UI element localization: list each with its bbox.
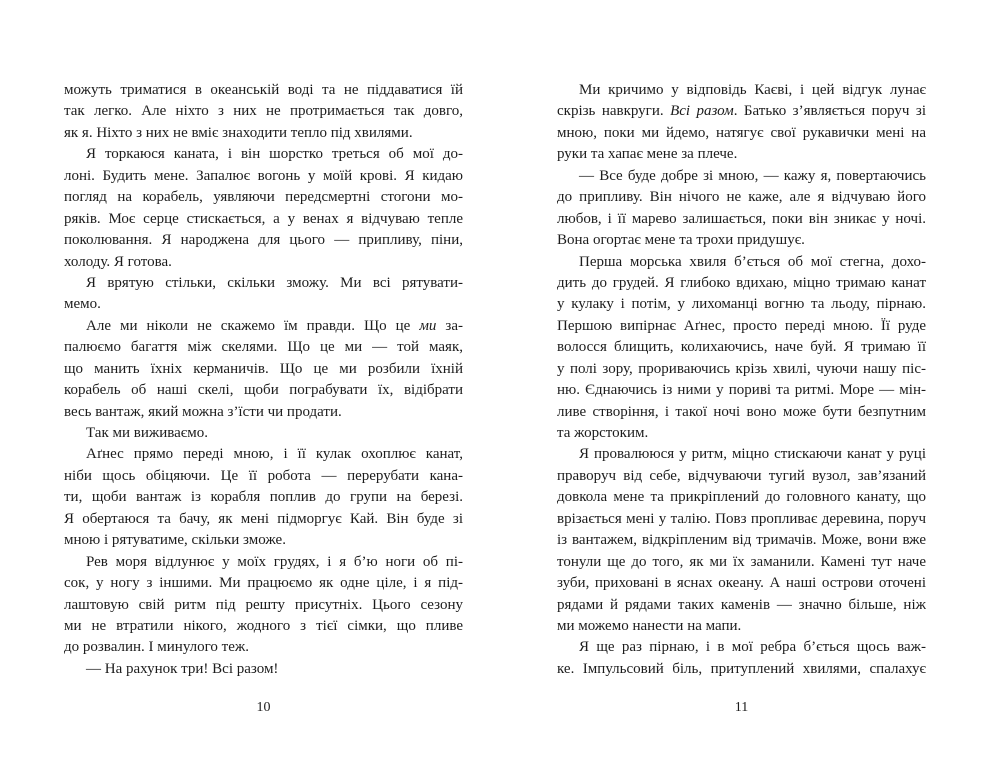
text-line: лоні. Будить мене. Запалює вогонь у моїй крові. Я кидаю <box>64 167 463 184</box>
text-line: у кулаку і потім, у лихоманці вогню та льоду, пірнаю. <box>557 296 926 313</box>
text-line: скрізь навкруги. Всі разом. Батько з’являється поруч зі <box>557 103 926 120</box>
text-line: ти, щоби вантаж із корабля поплив до групи на березі. <box>64 489 463 506</box>
text-line: любов, і її марево залишається, поки він зникає у ночі. <box>557 210 926 227</box>
page-right-text <box>557 80 926 680</box>
text-line: із вантажем, відкріпленим від тримачів. Може, вони вже <box>557 532 926 549</box>
text-line: холоду. Я готова. <box>64 253 172 270</box>
text-line: сок, у ногу з іншими. Ми працюємо як одне ціле, і я під- <box>64 575 463 592</box>
text-line: погляд на корабель, уявляючи передсмертні стогони мо- <box>64 189 463 206</box>
text-line: тонули ще до того, як ми їх заманили. Камені тут наче <box>557 553 926 570</box>
text-line: ке. Імпульсовий біль, притуплений хвилями, спалахує <box>557 660 926 677</box>
text-line: Я торкаюся каната, і він шорстко треться об мої до- <box>86 146 463 163</box>
text-line: зуби, приховані в яснах океану. А наші острови оточені <box>557 575 926 592</box>
page-number-right: 11 <box>734 700 749 715</box>
text-line: праворуч від себе, відчуваючи тугий вузол, зав’язаний <box>557 467 926 484</box>
text-line: ливе створіння, і такої ночі воно може бути безпутним <box>557 403 926 420</box>
text-line: мемо. <box>64 296 101 313</box>
text-line: весь вантаж, який можна з’їсти чи продати. <box>64 403 342 420</box>
text-line: врізається мені у талію. Повз пропливає деревина, поруч <box>557 510 926 527</box>
text-line: як я. Ніхто з них не вміє знаходити тепло під хвилями. <box>64 124 413 141</box>
text-line: Ми кричимо у відповідь Каєві, і цей відгук лунає <box>579 82 926 98</box>
text-line: довкола мене та прикріплений до головного канату, що <box>557 489 926 506</box>
text-line: корабель об наші скелі, щоби пограбувати їх, відібрати <box>64 382 463 399</box>
text-line: до припливу. Він нічого не каже, але я відчуваю його <box>557 189 926 206</box>
text-line: лаштовую свій ритм під решту присутніх. Цього сезону <box>64 596 463 613</box>
text-line: Але ми ніколи не скажемо їм правди. Що це ми за- <box>86 317 463 334</box>
text-line: дить до грудей. Я глибоко вдихаю, міцно тримаю канат <box>557 274 926 291</box>
text-line: Я обертаюся та бачу, як мені підморгує Кай. Він буде зі <box>64 510 463 527</box>
text-line: руки та хапає мене за плече. <box>557 146 738 163</box>
text-line: до розвалин. І минулого теж. <box>64 639 249 656</box>
page-left-text <box>64 80 463 680</box>
text-line: Рев моря відлунює у моїх грудях, і я б’ю ноги об пі- <box>86 553 463 570</box>
text-line: Я врятую стільки, скільки зможу. Ми всі рятувати- <box>86 274 463 291</box>
text-line: рядами й рядами таких каменів — значно більше, ніж <box>557 596 926 613</box>
text-line: палюємо багаття між скелями. Що це ми — той маяк, <box>64 339 463 356</box>
text-line: у полі зору, прориваючись крізь хвилі, чуючи нашу піс- <box>557 360 926 377</box>
text-line: мною і рятуватиме, скільки зможе. <box>64 532 286 549</box>
text-line: ряків. Моє серце стискається, а у венах я відчуваю тепле <box>64 210 463 227</box>
text-line: Аґнес прямо переді мною, і її кулак охоплює канат, <box>86 446 463 463</box>
text-line: можуть триматися в океанській воді та не піддаватися їй <box>64 82 463 98</box>
text-line: що манить їхніх керманичів. Що це ми розбили їхній <box>64 360 463 377</box>
text-line: — На рахунок три! Всі разом! <box>86 660 279 677</box>
text-line: поколювання. Я народжена для цього — припливу, піни, <box>64 232 463 249</box>
text-line: так легко. Але ніхто з них не протримається так довго, <box>64 103 463 120</box>
text-line: ми не втратили нікого, жодного з тієї сімки, що пливе <box>64 617 463 634</box>
text-line: Я провалююся у ритм, міцно стискаючи канат у руці <box>579 446 926 463</box>
text-line: Першою випірнає Аґнес, просто переді мною. Її руде <box>557 317 926 334</box>
text-line: Я ще раз пірнаю, і в мої ребра б’ється щось важ- <box>579 639 926 656</box>
text-line: волосся блищить, колихаючись, наче буй. Я тримаю її <box>557 339 926 356</box>
text-line: — Все буде добре зі мною, — кажу я, повертаючись <box>579 167 926 184</box>
text-line: Перша морська хвиля б’ється об мої стегна, дохо- <box>579 253 926 270</box>
text-line: Так ми виживаємо. <box>86 425 208 441</box>
text-line: Вона огортає мене та трохи придушує. <box>557 232 805 249</box>
text-line: ніби щось обіцяючи. Це її робота — перерубати кана- <box>64 467 463 484</box>
text-line: та жорстоким. <box>557 425 649 441</box>
page-number-left: 10 <box>256 700 271 715</box>
text-line: ню. Єднаючись із ними у пориві та ритмі. Море — мін- <box>557 382 926 399</box>
text-line: мною, поки ми йдемо, натягує свої рукавички мені на <box>557 124 926 141</box>
text-line: ми можемо нанести на мапи. <box>557 617 742 634</box>
